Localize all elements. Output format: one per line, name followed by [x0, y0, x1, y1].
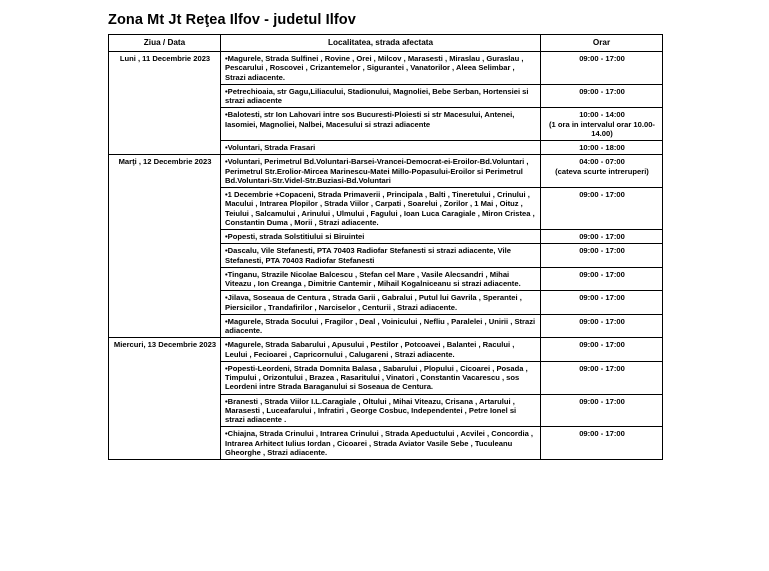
time-range: 09:00 - 17:00 [579, 316, 625, 326]
cell-time [541, 394, 663, 427]
cell-location: •Balotesti, str Ion Lahovari intre sos Bucuresti-Ploiesti si str Macesului, Antenei, Iasomiei, Magnoliei, Nalbei, Macesului si strazi adiacente [221, 108, 541, 141]
time-range: 09:00 - 17:00 [579, 269, 625, 279]
cell-time [541, 291, 663, 315]
cell-time [541, 427, 663, 460]
cell-location: •Jilava, Soseaua de Centura , Strada Garii , Gabralui , Putul lui Gavrila , Sperantei , Piersicilor , Trandafirilor , Narciselor , Centurii , Strazi adiacente. [221, 291, 541, 315]
cell-location: •1 Decembrie +Copaceni, Strada Primaverii , Principala , Balti , Tineretului , Crinului , Macului , Intrarea Plopilor , Strada Viilor , Carpati , Soarelui , Zorilor , 1 Mai , Oituz , Teiului , Salcamului , Arinului , Ulmului , Fagului , Ioan Luca Caragiale , Miron Cristea , Constantin Duma , Morii , Strazi adiacente. [221, 188, 541, 230]
cell-location: •Tinganu, Strazile Nicolae Balcescu , Stefan cel Mare , Vasile Alecsandri , Mihai Viteazu , Ion Creanga , Dimitrie Cantemir , Mihail Kogalniceanu si strazi adiacente. [221, 267, 541, 291]
table-header-row [109, 35, 663, 52]
cell-time [541, 141, 663, 155]
cell-location: •Voluntari, Strada Frasari [221, 141, 541, 155]
cell-time [541, 314, 663, 338]
cell-location: •Branesti , Strada Viilor I.L.Caragiale , Oltului , Mihai Viteazu, Crisana , Artarului , Marasesti , Luceafarului , Infratiri , George Cosbuc, Independentei , Petre Ionel si strazi adiacente . [221, 394, 541, 427]
cell-time [541, 155, 663, 188]
time-range: 10:00 - 14:00 [579, 110, 625, 120]
time-range: 09:00 - 17:00 [579, 340, 625, 350]
cell-location: •Magurele, Strada Sulfinei , Rovine , Orei , Milcov , Marasesti , Miraslau , Guraslau , Pescarului , Roscovei , Crizantemelor , Sigurantei , Vanatorilor , Aleea Selimbar , Strazi adiacente. [221, 52, 541, 85]
cell-day: Miercuri, 13 Decembrie 2023 [109, 338, 221, 460]
table-row [109, 52, 663, 85]
time-range: 09:00 - 17:00 [579, 54, 625, 63]
page-title: Zona Mt Jt Reţea Ilfov - judetul Ilfov [108, 12, 356, 28]
cell-location: •Magurele, Strada Socului , Fragilor , Deal , Voinicului , Nefliu , Paralelei , Unirii , Strazi adiacente. [221, 314, 541, 338]
time-range: 04:00 - 07:00 [579, 157, 625, 167]
cell-time [541, 108, 663, 141]
cell-location: •Dascalu, Vile Stefanesti, PTA 70403 Radiofar Stefanesti si strazi adiacente, Vile Stefanesti, PTA 70403 Radiofar Stefanesti [221, 244, 541, 268]
time-range: 09:00 - 17:00 [579, 232, 625, 241]
table-row [109, 338, 663, 362]
cell-time [541, 84, 663, 108]
outage-schedule-table [108, 34, 663, 460]
cell-time [541, 267, 663, 291]
cell-location: •Popesti, strada Solstitiului si Biruintei [221, 230, 541, 244]
time-range: 09:00 - 17:00 [579, 429, 625, 439]
table-body [109, 52, 663, 460]
cell-location: •Chiajna, Strada Crinului , Intrarea Crinului , Strada Apeductului , Acvilei , Concordia , Intrarea Arhitect Iulius Iordan , Cicoarei , Strada Aviator Vasile Sebe , Tuculeanu Gheorghe , Strazi adiacente. [221, 427, 541, 460]
cell-location: •Petrechioaia, str Gagu,Liliacului, Stadionului, Magnoliei, Bebe Serban, Hortensiei si strazi adiacente [221, 84, 541, 108]
time-range: 09:00 - 17:00 [579, 363, 625, 373]
time-note: (cateva scurte intreruperi) [555, 166, 649, 176]
column-header-day: Ziua / Data [109, 35, 221, 52]
cell-time [541, 52, 663, 85]
cell-location: •Popesti-Leordeni, Strada Domnita Balasa , Sabarului , Plopului , Cicoarei , Posada , Timpului , Orizontului , Brazea , Rasaritului , Vinatori , Constantin Vacarescu , sos Leordeni intre Strada Baraganului si Soseaua de Centura. [221, 361, 541, 394]
time-note: (1 ora in intervalul orar 10.00-14.00) [549, 119, 655, 138]
cell-day: Luni , 11 Decembrie 2023 [109, 52, 221, 155]
time-range: 09:00 - 17:00 [579, 246, 625, 256]
cell-time [541, 230, 663, 244]
cell-location: •Voluntari, Perimetrul Bd.Voluntari-Barsei-Vrancei-Democrat-ei-Eroilor-Bd.Voluntari , Perimetrul Str.Erolior-Mircea Marinescu-Matei Millo-Popasului-Eroilor si Perimetrul Bd.Voluntari-Str.Videl-Str.Buziasi-Bd.Voluntari [221, 155, 541, 188]
cell-time [541, 338, 663, 362]
time-range: 09:00 - 17:00 [579, 396, 625, 406]
column-header-time: Orar [541, 35, 663, 52]
cell-time [541, 361, 663, 394]
column-header-location: Localitatea, strada afectata [221, 35, 541, 52]
cell-day: Marţi , 12 Decembrie 2023 [109, 155, 221, 338]
time-range: 09:00 - 17:00 [579, 86, 625, 96]
cell-location: •Magurele, Strada Sabarului , Apusului , Pestilor , Potcoavei , Balantei , Racului , Leului , Fecioarei , Capricornului , Calugareni , Strazi adiacente. [221, 338, 541, 362]
time-range: 10:00 - 18:00 [579, 143, 625, 152]
cell-time [541, 188, 663, 230]
time-range: 09:00 - 17:00 [579, 190, 625, 199]
cell-time [541, 244, 663, 268]
time-range: 09:00 - 17:00 [579, 293, 625, 303]
table-row [109, 155, 663, 188]
